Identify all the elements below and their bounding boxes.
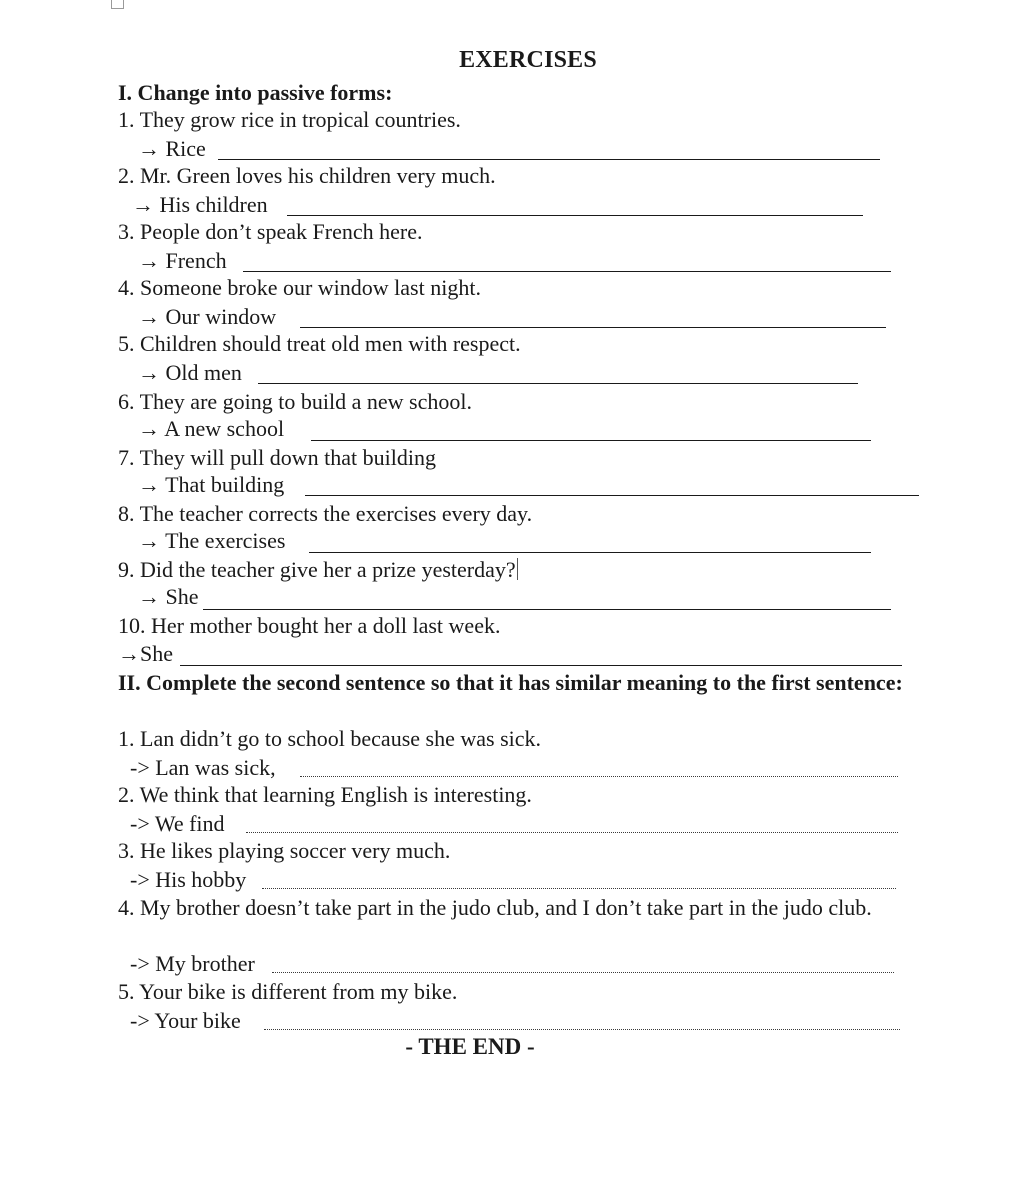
part1-answer-line-3[interactable]	[243, 271, 891, 272]
part2-answer-prompt-3: -> His hobby	[130, 867, 247, 892]
part1-answer-line-1[interactable]	[218, 159, 880, 160]
part1-answer-prompt-5: → Old men	[138, 360, 242, 385]
part1-answer-line-2[interactable]	[287, 215, 863, 216]
part1-answer-prompt-2: → His children	[132, 192, 268, 217]
page-corner-mark	[111, 0, 124, 9]
part2-answer-prompt-2: -> We find	[130, 811, 225, 836]
text-cursor	[517, 558, 518, 580]
part1-answer-line-9[interactable]	[203, 609, 891, 610]
part1-answer-line-8[interactable]	[309, 552, 871, 553]
part2-question-3: 3. He likes playing soccer very much.	[118, 838, 451, 863]
part1-question-9	[118, 556, 518, 584]
part2-answer-line-5[interactable]	[264, 1029, 900, 1030]
part1-answer-prompt-3: → French	[138, 248, 227, 273]
part2-answer-prompt-4: -> My brother	[130, 951, 255, 976]
part1-question-7: 7. They will pull down that building	[118, 445, 436, 470]
part1-question-1: 1. They grow rice in tropical countries.	[118, 107, 461, 132]
part1-heading: I. Change into passive forms:	[118, 80, 393, 105]
part1-question-5: 5. Children should treat old men with respect.	[118, 331, 521, 356]
part1-question-10: 10. Her mother bought her a doll last week.	[118, 613, 501, 638]
part2-question-5: 5. Your bike is different from my bike.	[118, 979, 458, 1004]
part1-question-8: 8. The teacher corrects the exercises every day.	[118, 501, 533, 526]
part1-answer-prompt-9: → She	[138, 584, 199, 609]
part2-heading: II. Complete the second sentence so that it has similar meaning to the first sentence:	[118, 670, 903, 695]
part1-answer-prompt-7: → That building	[138, 472, 285, 497]
part1-answer-line-4[interactable]	[300, 327, 886, 328]
part2-answer-line-2[interactable]	[246, 832, 898, 833]
part1-answer-prompt-6: → A new school	[138, 416, 285, 441]
part1-answer-prompt-8: → The exercises	[138, 528, 286, 553]
part2-answer-line-4[interactable]	[272, 972, 894, 973]
part1-answer-line-6[interactable]	[311, 440, 871, 441]
the-end-footer: - THE END -	[405, 1034, 535, 1059]
part1-answer-prompt-4: → Our window	[138, 304, 277, 329]
part1-question-6: 6. They are going to build a new school.	[118, 389, 472, 414]
part1-answer-prompt-10: →She	[118, 641, 173, 666]
part2-question-2: 2. We think that learning English is interesting.	[118, 782, 532, 807]
part1-question-9-text: 9. Did the teacher give her a prize yesterday?	[118, 557, 516, 582]
part1-question-3: 3. People don’t speak French here.	[118, 219, 423, 244]
part2-answer-prompt-1: -> Lan was sick,	[130, 755, 276, 780]
part1-answer-line-5[interactable]	[258, 383, 858, 384]
page-title: EXERCISES	[459, 47, 597, 73]
part2-question-4: 4. My brother doesn’t take part in the judo club, and I don’t take part in the judo club.	[118, 895, 872, 920]
part1-question-4: 4. Someone broke our window last night.	[118, 275, 481, 300]
part2-answer-prompt-5: -> Your bike	[130, 1008, 241, 1033]
part1-answer-prompt-1: → Rice	[138, 136, 206, 161]
part2-question-1: 1. Lan didn’t go to school because she was sick.	[118, 726, 542, 751]
part1-question-2: 2. Mr. Green loves his children very much.	[118, 163, 496, 188]
part1-answer-line-10[interactable]	[180, 665, 902, 666]
part2-answer-line-3[interactable]	[262, 888, 896, 889]
part2-answer-line-1[interactable]	[300, 776, 898, 777]
part1-answer-line-7[interactable]	[305, 495, 919, 496]
